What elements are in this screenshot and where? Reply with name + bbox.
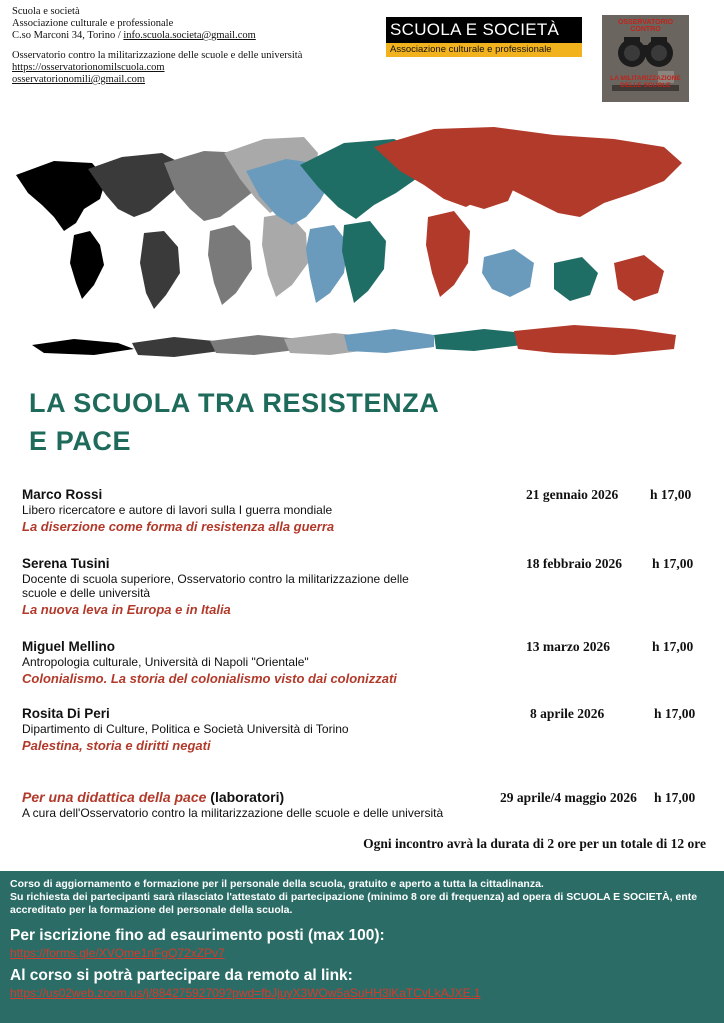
title-line-2: E PACE [29,426,132,456]
talk-entry [22,706,712,754]
logo-subtitle: Associazione culturale e professionale [386,43,582,57]
talk-speaker: Miguel Mellino [22,639,115,654]
talk-speaker: Rosita Di Peri [22,706,110,721]
org-name: Scuola e società [12,6,80,17]
org-address-line [12,30,342,42]
talk-speaker-description: Docente di scuola superiore, Osservatorio contro la militarizzazione delle scuole e delle università [22,572,409,600]
talk-entry [22,639,712,687]
observatory-name: Osservatorio contro la militarizzazione delle scuole e delle università [12,50,303,61]
talk-time: h 17,00 [650,487,692,502]
talk-speaker-description: Libero ricercatore e autore di lavori sulla I guerra mondiale [22,503,333,517]
talk-time: h 17,00 [652,556,694,571]
remote-label: Al corso si potrà partecipare da remoto al link: [10,967,353,984]
remote-zoom-link[interactable]: https://us02web.zoom.us/j/88427592709?pwd=fbJjuyX3WOw5aSuHH3lKaTCvLkAJXE.1 [10,986,481,1000]
observatory-logo [602,15,689,102]
scuola-e-societa-logo [386,17,582,57]
talk-topic: La diserzione come forma di resistenza alla guerra [22,519,335,534]
observatory-website-link[interactable]: https://osservatorionomilscuola.com [12,62,165,73]
lab-date: 29 aprile/4 maggio 2026 [500,790,637,805]
observatory-email-link[interactable]: osservatorionomili@gmail.com [12,74,146,85]
lab-description: A cura dell'Osservatorio contro la militarizzazione delle scuole e delle università [22,806,444,820]
talk-topic: Palestina, storia e diritti negati [22,738,211,753]
talk-time: h 17,00 [652,639,694,654]
talk-speaker: Serena Tusini [22,556,110,571]
talk-entry [22,487,712,535]
org-description: Associazione culturale e professionale [12,18,174,29]
lab-time: h 17,00 [654,790,696,805]
talk-speaker-description: Antropologia culturale, Università di Napoli "Orientale" [22,655,309,669]
talk-speaker-description: Dipartimento di Culture, Politica e Società Università di Torino [22,722,349,736]
talk-date: 13 marzo 2026 [526,639,610,654]
registration-footer [0,871,724,1023]
observatory-logo-text-top: OSSERVATORIO CONTRO [617,19,674,33]
page-title [29,384,529,460]
talk-entry [22,556,712,618]
logo-title: SCUOLA E SOCIETÀ [386,17,582,43]
course-info-line-1: Corso di aggiornamento e formazione per il personale della scuola, gratuito e aperto a tutta la cittadinanza. [10,878,544,890]
talk-date: 8 aprile 2026 [530,706,605,721]
duration-note: Ogni incontro avrà la durata di 2 ore per un totale di 12 ore [363,836,706,851]
talk-date: 18 febbraio 2026 [526,556,622,571]
observatory-logo-text-bottom: LA MILITARIZZAZIONE DELLE SCUOLE [610,75,681,89]
org-email-link[interactable]: info.scuola.societa@gmail.com [123,30,256,41]
registration-link[interactable]: https://forms.gle/XVQme1nFgQ72xZPv7 [10,946,225,960]
org-address: C.so Marconi 34, Torino / [12,30,124,41]
talk-topic: La nuova leva in Europa e in Italia [22,602,231,617]
course-info-line-2: Su richiesta dei partecipanti sarà rilasciato l'attestato di partecipazione (minimo 8 ore di frequenza) ad opera di SCUOLA E SOCIETÀ, ente accreditato per la formazione del personale della scuola. [10,891,698,916]
header-contact-block [12,6,342,94]
talk-speaker: Marco Rossi [22,487,103,502]
talk-time: h 17,00 [654,706,696,721]
world-map-image [14,113,686,373]
lab-title-main: Per una didattica della pace [22,789,207,805]
lab-title-suffix: (laboratori) [206,789,285,805]
title-line-1: LA SCUOLA TRA RESISTENZA [29,388,440,418]
talk-topic: Colonialismo. La storia del colonialismo visto dai colonizzati [22,671,397,686]
registration-label: Per iscrizione fino ad esaurimento posti (max 100): [10,927,385,944]
lab-entry [22,788,712,820]
talk-date: 21 gennaio 2026 [526,487,619,502]
